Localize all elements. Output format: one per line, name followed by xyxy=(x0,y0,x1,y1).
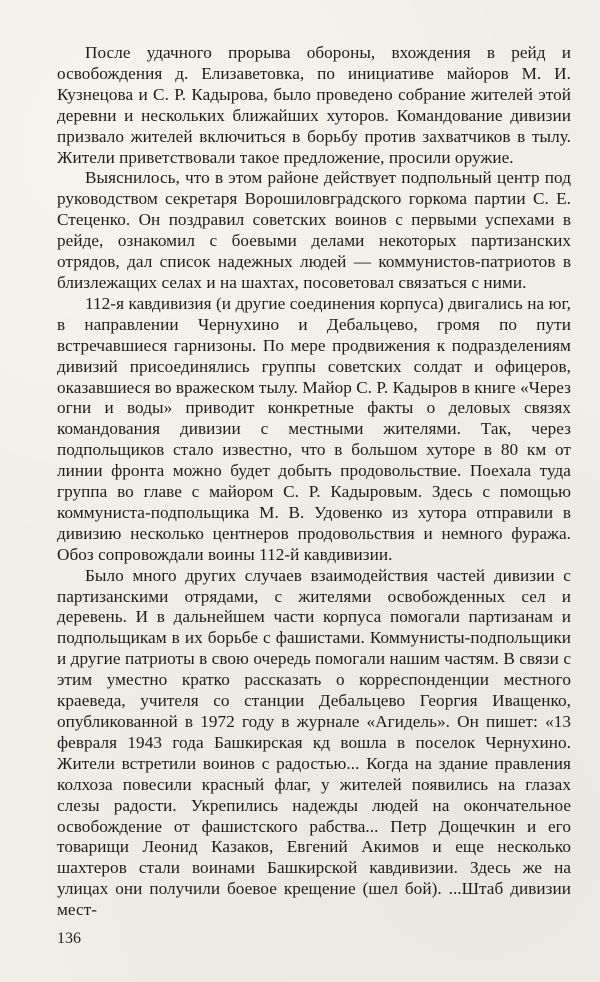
page-number: 136 xyxy=(57,930,81,947)
body-text xyxy=(57,43,571,921)
paragraph-2: Выяснилось, что в этом районе действует подпольный центр под руководством секретаря Ворошиловградского горкома партии С. Е. Стеценко. Он поздравил советских воинов с первыми успехами в рейде, ознакомил с боевыми делами некоторых партизанских отрядов, дал список надежных людей — коммунистов-патриотов в близлежащих селах и на шахтах, посоветовал связаться с ними. xyxy=(57,168,571,292)
paragraph-4: Было много других случаев взаимодействия частей дивизии с партизанскими отрядами, с жителями освобожденных сел и деревень. И в дальнейшем части корпуса помогали партизанам и подпольщикам в их борьбе с фашистами. Коммунисты-подпольщики и другие патриоты в свою очередь помогали нашим частям. В связи с этим уместно кратко рассказать о корреспонденции местного краеведа, учителя со станции Дебальцево Георгия Иващенко, опубликованной в 1972 году в журнале «Агидель». Он пишет: «13 февраля 1943 года Башкирская кд вошла в поселок Чернухино. Жители встретили воинов с радостью... Когда на здание правления колхоза повесили красный флаг, у жителей появились на глазах слезы радости. Укрепились надежды людей на окончательное освобождение от фашистского рабства... Петр Дощечкин и его товарищи Леонид Казаков, Евгений Акимов и еще несколько шахтеров стали воинами Башкирской кавдивизии. Здесь же на улицах они получили боевое крещение (шел бой). ...Штаб дивизии мест- xyxy=(57,565,571,920)
paragraph-1: После удачного прорыва обороны, вхождения в рейд и освобождения д. Елизаветовка, по инициативе майоров М. И. Кузнецова и С. Р. Кадырова, было проведено собрание жителей этой деревни и нескольких ближайших хуторов. Командование дивизии призвало жителей включиться в борьбу против захватчиков в тылу. Жители приветствовали такое предложение, просили оружие. xyxy=(57,43,571,167)
paragraph-3: 112-я кавдивизия (и другие соединения корпуса) двигались на юг, в направлении Чернухино и Дебальцево, громя по пути встречавшиеся гарнизоны. По мере продвижения к подразделениям дивизий присоединялись группы советских солдат и офицеров, оказавшиеся во вражеском тылу. Майор С. Р. Кадыров в книге «Через огни и воды» приводит конкретные факты о деловых связях командования дивизии с местными жителями. Так, через подпольщиков стало известно, что в большом хуторе в 80 км от линии фронта можно будет добыть продовольствие. Поехала туда группа во главе с майором С. Р. Кадыровым. Здесь с помощью коммуниста-подпольщика М. В. Удовенко из хутора отправили в дивизию несколько центнеров продовольствия и немного фуража. Обоз сопровождали воины 112-й кавдивизии. xyxy=(57,293,571,564)
